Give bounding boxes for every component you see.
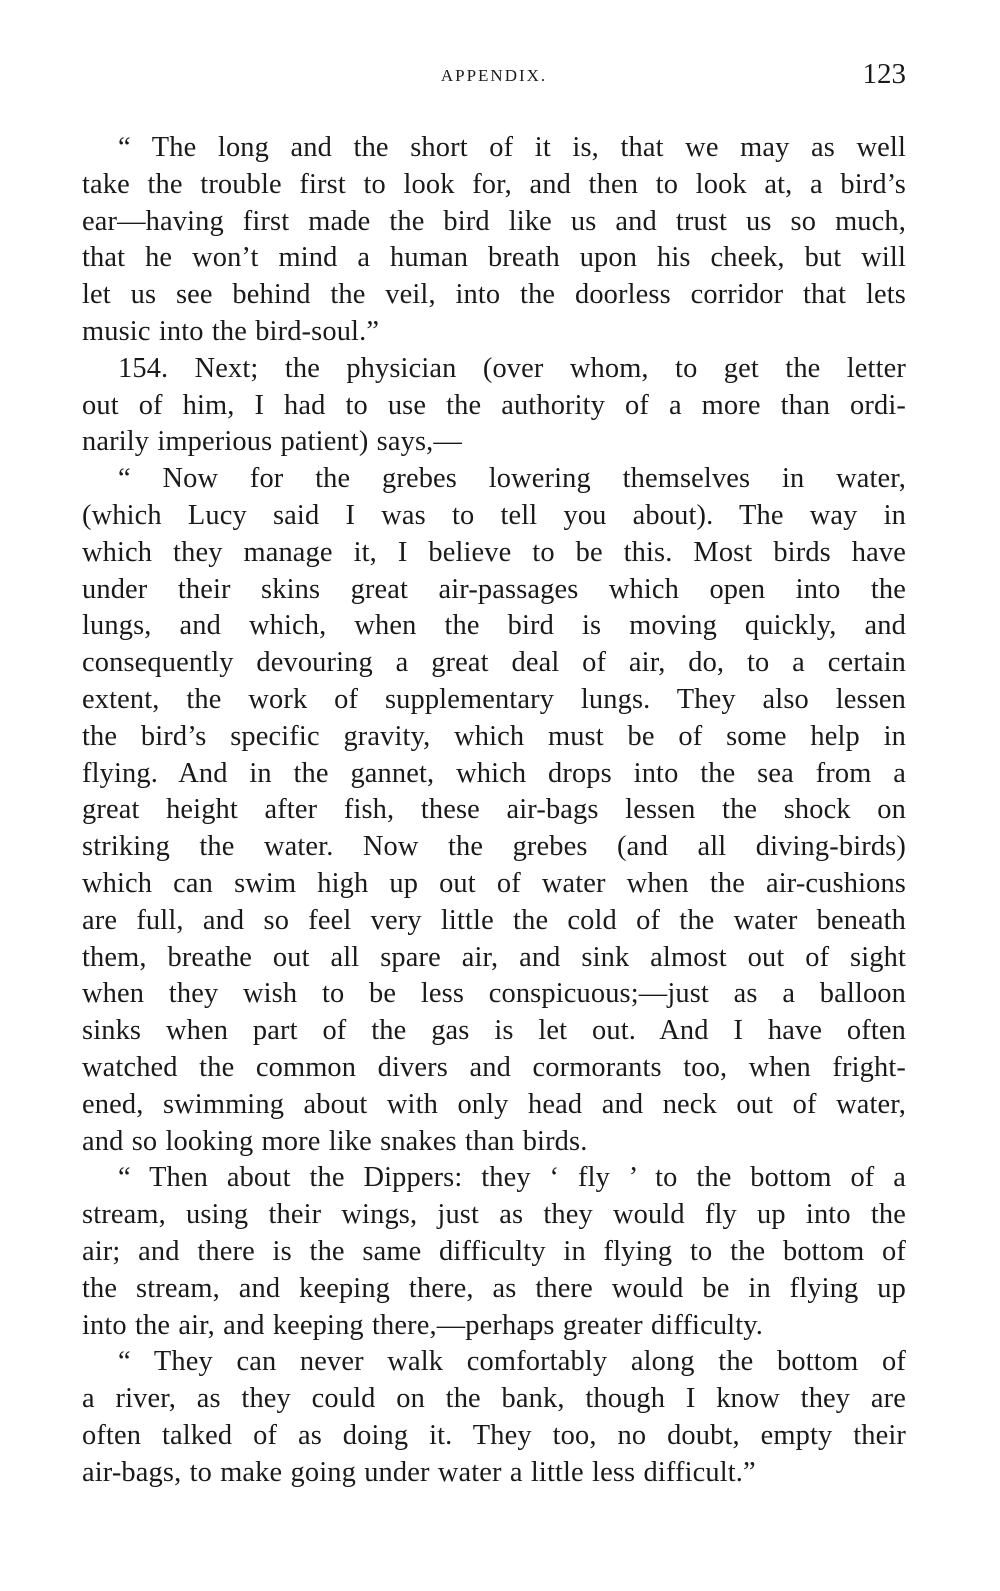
text-line: and so looking more like snakes than birds. <box>82 1125 588 1157</box>
text-line: into the air, and keeping there,—perhaps greater difficulty. <box>82 1309 764 1341</box>
text-line: them, breathe out all spare air, and sink almost out of sight <box>82 941 906 973</box>
text-line: that he won’t mind a human breath upon his cheek, but will <box>82 242 906 274</box>
text-line: ear—having first made the bird like us and trust us so much, <box>82 205 906 237</box>
body-text <box>82 130 906 1491</box>
text-line: flying. And in the gannet, which drops into the sea from a <box>82 757 906 789</box>
text-line: “ Then about the Dippers: they ‘ fly ’ to the bottom of a <box>118 1162 906 1194</box>
text-line: extent, the work of supplementary lungs. They also lessen <box>82 683 906 715</box>
text-line: great height after fish, these air-bags lessen the shock on <box>82 794 906 826</box>
paragraph-grebes <box>82 461 906 1160</box>
paragraph-154-physician <box>82 351 906 461</box>
text-line: watched the common divers and cormorants too, when fright- <box>82 1051 906 1083</box>
text-line: “ They can never walk comfortably along the bottom of <box>118 1346 906 1378</box>
book-page <box>82 58 906 1491</box>
text-line: when they wish to be less conspicuous;—just as a balloon <box>82 978 906 1010</box>
text-line: a river, as they could on the bank, though I know they are <box>82 1383 906 1415</box>
text-line: consequently devouring a great deal of air, do, to a certain <box>82 647 906 679</box>
text-line: which they manage it, I believe to be this. Most birds have <box>82 536 906 568</box>
text-line: “ Now for the grebes lowering themselves in water, <box>118 463 906 495</box>
paragraph-birds-ear <box>82 130 906 351</box>
text-line: often talked of as doing it. They too, no doubt, empty their <box>82 1419 906 1451</box>
text-line: are full, and so feel very little the cold of the water beneath <box>82 904 906 936</box>
text-line: air-bags, to make going under water a little less difficult.” <box>82 1456 756 1488</box>
running-title: APPENDIX. <box>440 66 548 85</box>
text-line: the stream, and keeping there, as there would be in flying up <box>82 1272 906 1304</box>
paragraph-dippers <box>82 1160 906 1344</box>
text-line: air; and there is the same difficulty in flying to the bottom of <box>82 1235 906 1267</box>
text-line: the bird’s specific gravity, which must be of some help in <box>82 720 906 752</box>
text-line: lungs, and which, when the bird is moving quickly, and <box>82 610 906 642</box>
text-line: “ The long and the short of it is, that we may as well <box>118 132 906 163</box>
text-line: take the trouble first to look for, and then to look at, a bird’s <box>82 168 906 200</box>
text-line: 154. Next; the physician (over whom, to get the letter <box>118 352 906 384</box>
paragraph-river-bottom <box>82 1344 906 1491</box>
text-line: narily imperious patient) says,— <box>82 426 462 458</box>
text-line: under their skins great air-passages which open into the <box>82 573 906 605</box>
page-number: 123 <box>862 58 906 90</box>
running-head <box>82 58 906 98</box>
text-line: striking the water. Now the grebes (and all diving-birds) <box>82 831 906 863</box>
text-line: music into the bird-soul.” <box>82 315 380 347</box>
text-line: out of him, I had to use the authority of a more than ordi- <box>82 389 906 421</box>
text-line: let us see behind the veil, into the doorless corridor that lets <box>82 279 906 311</box>
text-line: ened, swimming about with only head and neck out of water, <box>82 1088 906 1120</box>
text-line: stream, using their wings, just as they would fly up into the <box>82 1199 906 1231</box>
text-line: sinks when part of the gas is let out. And I have often <box>82 1015 906 1047</box>
text-line: (which Lucy said I was to tell you about). The way in <box>82 499 906 531</box>
text-line: which can swim high up out of water when the air-cushions <box>82 867 906 899</box>
